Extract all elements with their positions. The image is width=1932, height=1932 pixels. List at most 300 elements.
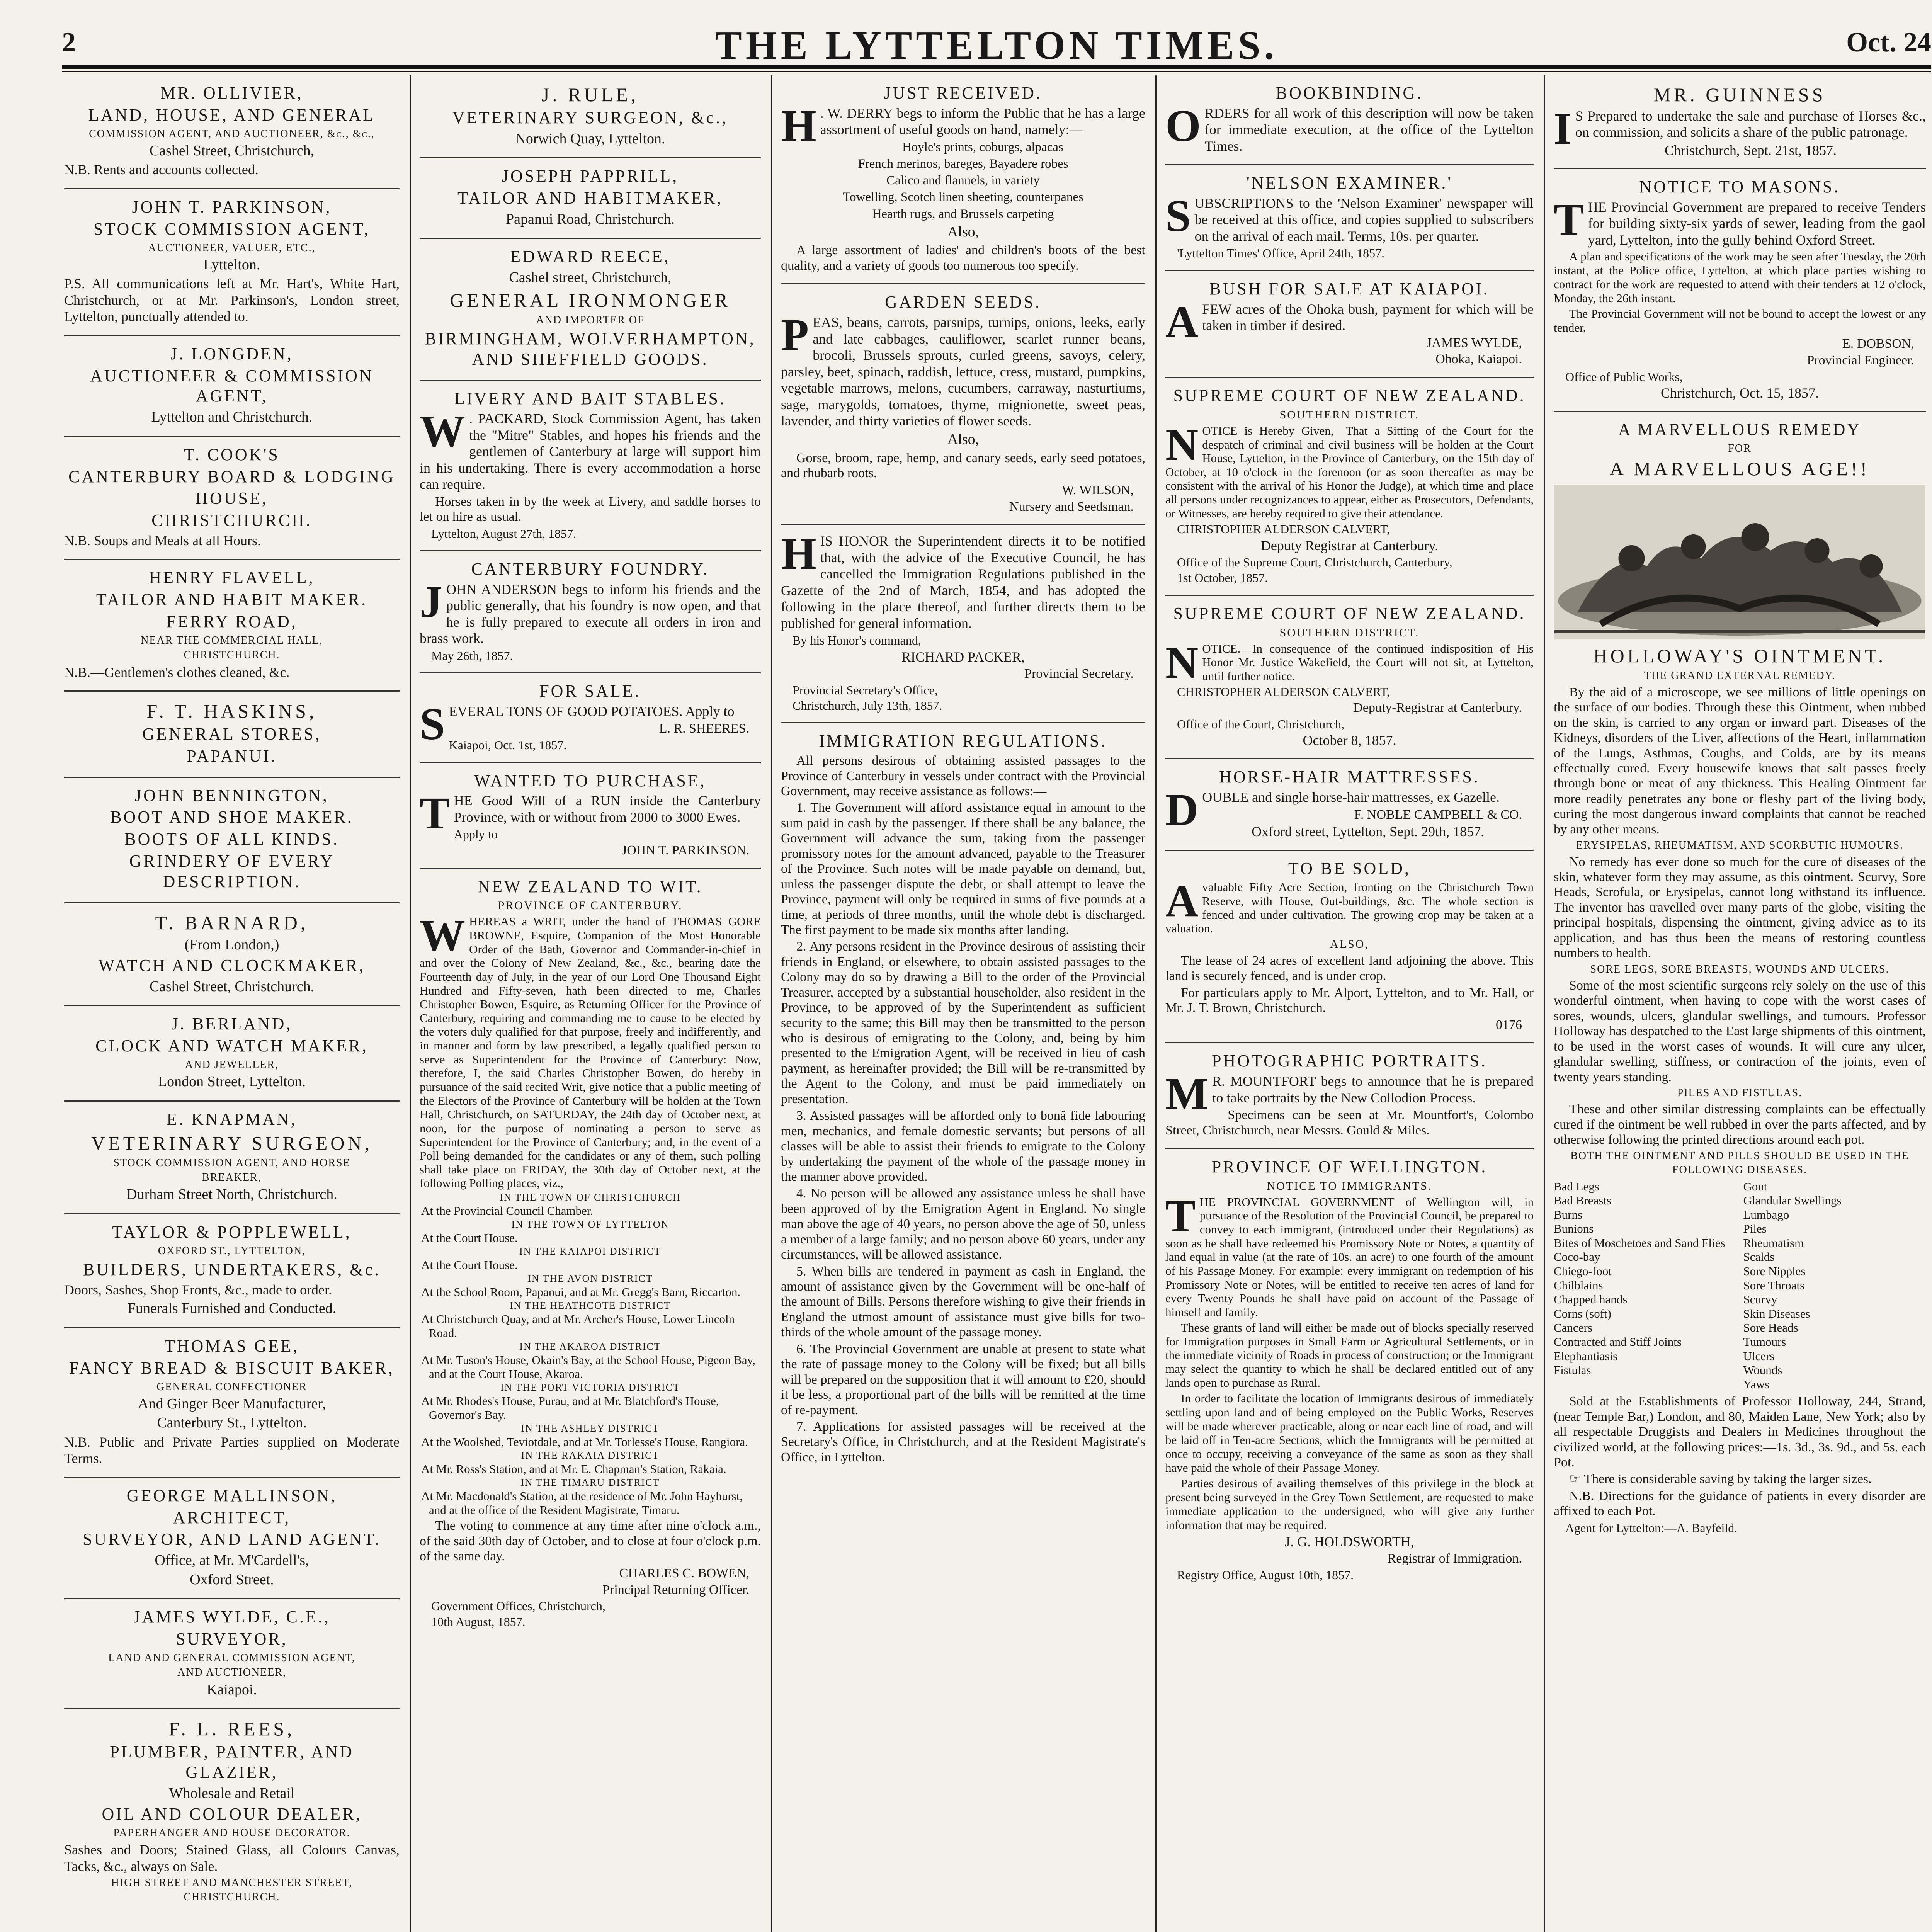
ad-heading: T. COOK'S — [184, 445, 280, 464]
disease-item: Chiego-foot — [1554, 1264, 1612, 1278]
ad-barnard — [64, 903, 400, 1007]
drop-cap: S — [1165, 190, 1191, 241]
regulation-paragraph: 4. No person will be allowed any assistance unless he shall have been approved of by the Emigration Agent in England. No single man above the age of 40 years, no person above the age of 50, unless a member of a large family; and no person above 60 years, under any circumstances, will be allowed assistance. — [781, 1186, 1145, 1262]
ad-longden — [64, 336, 400, 437]
ad-heading: TAILOR AND HABIT MAKER. — [96, 590, 368, 609]
disease-item: Burns — [1554, 1208, 1583, 1221]
disease-item: Scurvy — [1743, 1293, 1777, 1306]
ad-note: N.B.—Gentlemen's clothes cleaned, &c. — [64, 664, 290, 680]
notice-title: SUPREME COURT OF NEW ZEALAND. — [1173, 386, 1526, 405]
ad-papprill — [420, 158, 761, 239]
polling-district: IN THE TIMARU DISTRICT — [520, 1476, 660, 1488]
diseases-left-column — [1554, 1180, 1736, 1392]
ad-berland — [64, 1006, 400, 1101]
ad-body: OUBLE and single horse-hair mattresses, ex Gazelle. — [1202, 789, 1500, 805]
polling-place: At Mr. Macdonald's Station, at the residence of Mr. John Hayhurst, and at the office of the Resident Magistrate, Timaru. — [421, 1489, 743, 1517]
ad-knapman — [64, 1102, 400, 1214]
diseases-list — [1554, 1180, 1926, 1392]
disease-item: Sore Heads — [1743, 1321, 1798, 1335]
ad-signature: Ohoka, Kaiapoi. — [1435, 352, 1522, 367]
polling-place: At the Woolshed, Teviotdale, and at Mr. Torlesse's House, Rangiora. — [421, 1435, 748, 1449]
ad-rees — [64, 1709, 400, 1913]
polling-district: IN THE AKAROA DISTRICT — [519, 1340, 661, 1352]
ad-body: Sold at the Establishments of Professor Holloway, 244, Strand, (near Temple Bar,) London, and 80, Maiden Lane, New York; also by all respectable Druggists and Dealers in Medicines throughout the civilized world, at the following prices:—1s. 3d., 3s. 9d., and 5s. each Pot. — [1554, 1394, 1926, 1469]
ad-subheading: PAPERHANGER AND HOUSE DECORATOR. — [113, 1827, 350, 1839]
ad-title: 'NELSON EXAMINER.' — [1246, 173, 1453, 193]
column-divider — [410, 75, 411, 1932]
ad-heading: STOCK COMMISSION AGENT, — [93, 219, 370, 238]
column-5 — [1548, 75, 1932, 1932]
ad-heading: F. L. REES, — [168, 1718, 295, 1740]
header-rule — [62, 65, 1931, 72]
goods-item: Towelling, Scotch linen sheeting, counterpanes — [843, 190, 1083, 204]
ad-nelson-examiner — [1165, 165, 1534, 271]
ad-title: HORSE-HAIR MATTRESSES. — [1219, 767, 1480, 787]
ad-heading: CANTERBURY BOARD & LODGING — [68, 467, 395, 486]
ad-heading: VETERINARY SURGEON, &c., — [452, 108, 728, 127]
drop-cap: M — [1165, 1068, 1209, 1119]
notice-body: OTICE is Hereby Given,—That a Sitting of the Court for the despatch of criminal and civil business will be holden at the Court House, Lyttelton, in the Province of Canterbury, on the 15th day of October, at 10 o'clock in the forenoon (or as soon thereafter as may be consistent with the arrival of his Honor the Judge), at which time and place all persons under recognizances to appear, either as Prosecutors, Defendants, or Witnesses, are hereby required to give their attendance. — [1165, 423, 1534, 520]
regulations-list — [781, 800, 1145, 1465]
ad-address: Oxford Street. — [190, 1571, 274, 1588]
ad-body: valuable Fifty Acre Section, fronting on the Christchurch Town Reserve, with House, Out-buildings, &c. The whole section is fenced and under cultivation. The growing crop may be taken at a valuation. — [1165, 880, 1534, 935]
notice-title: PROVINCE OF WELLINGTON. — [1211, 1157, 1488, 1177]
ad-heading: BOOT AND SHOE MAKER. — [110, 808, 354, 827]
ad-body: EAS, beans, carrots, parsnips, turnips, onions, leeks, early and late cabbages, cauliflower, scarlet runner beans, brocoli, Brussels sprouts, curled greens, savoys, celery, parsley, beet, spinach, raddish, lettuce, cress, mustard, pumpkins, vegetable marrows, melons, cucumbers, carraway, nasturtiums, sage, marygolds, tomatoes, thyme, mignionette, sweet peas, lavender, and thirty varieties of flower seeds. — [781, 315, 1145, 429]
ad-heading: BIRMINGHAM, WOLVERHAMPTON, AND SHEFFIELD GOODS. — [425, 329, 756, 369]
drop-cap: T — [1554, 194, 1584, 245]
notice-signature: CHARLES C. BOWEN, — [619, 1566, 749, 1580]
ad-heading: MR. OLLIVIER, — [160, 83, 303, 102]
drop-cap: H — [781, 528, 816, 579]
ad-also: ALSO, — [1330, 937, 1369, 951]
ad-heading: FANCY BREAD & BISCUIT BAKER, — [69, 1358, 395, 1378]
ad-reece — [420, 239, 761, 381]
ad-address: Lyttelton and Christchurch. — [151, 409, 313, 425]
polling-place: At Mr. Rhodes's House, Purau, and at Mr. Blatchford's House, Governor's Bay. — [421, 1394, 719, 1422]
ad-reference: 0176 — [1496, 1017, 1522, 1032]
ad-address: HIGH STREET AND MANCHESTER STREET, CHRISTCHURCH. — [111, 1877, 353, 1903]
ad-heading: F. T. HASKINS, — [146, 700, 317, 722]
notice-supreme-court-1 — [1165, 378, 1534, 596]
ad-heading: PAPANUI. — [187, 746, 277, 765]
disease-item: Sore Throats — [1743, 1278, 1805, 1292]
polling-district: IN THE PORT VICTORIA DISTRICT — [500, 1381, 680, 1393]
notice-title: NEW ZEALAND TO WIT. — [478, 877, 703, 896]
column-2 — [413, 75, 767, 1932]
ad-parkinson — [64, 189, 400, 336]
ad-body: OHN ANDERSON begs to inform his friends and the public generally, that his foundry is now open, and that he is fully prepared to execute all orders in iron and brass work. — [420, 581, 761, 646]
ad-address: Durham Street North, Christchurch. — [126, 1186, 337, 1203]
ad-address: Kaiapoi. — [207, 1681, 257, 1698]
ad-date: Christchurch, Sept. 21st, 1857. — [1664, 142, 1837, 158]
ad-signature: F. NOBLE CAMPBELL & CO. — [1354, 807, 1522, 822]
disease-item: Bad Breasts — [1554, 1194, 1611, 1208]
disease-item: Chapped hands — [1554, 1293, 1628, 1306]
ad-heading: HENRY FLAVELL, — [149, 568, 315, 587]
notice-place: Office of the Supreme Court, Christchurch, Canterbury, — [1177, 555, 1452, 569]
ad-heading: J. LONGDEN, — [170, 344, 293, 363]
notice-body: The Provincial Government will not be bound to accept the lowest or any tender. — [1554, 307, 1926, 335]
ad-title: BOOKBINDING. — [1276, 83, 1423, 102]
ad-body: Specimens can be seen at Mr. Mountfort's, Colombo Street, Christchurch, near Messrs. Gould & Miles. — [1165, 1108, 1534, 1138]
ad-heading: LAND, HOUSE, AND GENERAL — [88, 105, 376, 124]
ad-note: N.B. Soups and Meals at all Hours. — [64, 532, 261, 548]
disease-item: Yaws — [1743, 1377, 1769, 1391]
disease-item: Fistulas — [1554, 1363, 1591, 1377]
ad-body: EVERAL TONS OF GOOD POTATOES. Apply to — [449, 703, 735, 719]
ad-heading: CLOCK AND WATCH MAKER, — [95, 1036, 368, 1056]
notice-body: In order to facilitate the location of Immigrants desirous of immediately settling upon land and of being employed on the Public Works, Reserves will be made wherever practicable, along or near each line of road, and will be laid off in Ten-acre Sections, which the Immigrants will be permitted at once to occupy, receiving a conveyance of the same as soon as they shall have paid the whole of their Passage Money. — [1165, 1391, 1534, 1475]
drop-cap: T — [420, 788, 450, 839]
notice-date: 10th August, 1857. — [431, 1614, 526, 1629]
disease-item: Scalds — [1743, 1250, 1775, 1264]
ad-body: UBSCRIPTIONS to the 'Nelson Examiner' newspaper will be received at this office, and copies supplied to subscribers on the arrival of each mail. Terms, 10s. per quarter. — [1194, 196, 1534, 244]
disease-item: Corns (soft) — [1554, 1306, 1611, 1320]
ad-heading: A MARVELLOUS AGE!! — [1609, 458, 1870, 480]
issue-date: Oct. 24 — [1846, 27, 1931, 58]
ad-date: 'Lyttelton Times' Office, April 24th, 1857. — [1177, 246, 1385, 260]
ad-for-sale — [420, 673, 761, 763]
polling-places-list — [420, 1192, 761, 1517]
regulation-paragraph: 5. When bills are tendered in payment as cash in England, the amount of assistance given by the Government will be one-half of the amount of Bills. Persons therefore wishing to give their friends in England the utmost amount of assistance must give bills for two-thirds of the whole amount of the passage money. — [781, 1264, 1145, 1340]
ad-mattresses — [1165, 759, 1534, 850]
ad-note: P.S. All communications left at Mr. Hart's, White Hart, Christchurch, or at Mr. Parkinson's, London street, Lyttelton, punctually attended to. — [64, 276, 400, 325]
ad-heading: OIL AND COLOUR DEALER, — [102, 1804, 362, 1824]
ad-also: Also, — [947, 431, 979, 448]
ad-heading: GRINDERY OF EVERY DESCRIPTION. — [129, 852, 335, 891]
ad-bookbinding — [1165, 75, 1534, 165]
ad-body: Horses taken in by the week at Livery, and saddle horses to let on hire as usual. — [420, 494, 761, 524]
ad-subheading: (From London,) — [184, 936, 279, 953]
drop-cap: J — [420, 576, 442, 627]
notice-subtitle: NOTICE TO IMMIGRANTS. — [1267, 1179, 1432, 1192]
drop-cap: W — [420, 910, 465, 961]
notice-place: Office of the Court, Christchurch, — [1177, 717, 1345, 731]
notice-signature: Principal Returning Officer. — [602, 1582, 749, 1597]
ad-agent: Agent for Lyttelton:—A. Bayfeild. — [1565, 1520, 1738, 1535]
ad-also: Also, — [947, 223, 979, 240]
ad-address: Office, at Mr. M'Cardell's, — [155, 1552, 309, 1569]
ad-body: A large assortment of ladies' and children's boots of the best quality, and a variety of goods too numerous too specify. — [781, 243, 1145, 273]
ad-body: Some of the most scientific surgeons rely solely on the use of this wonderful ointment, when having to cope with the worst cases of sores, wounds, ulcers, glandular swellings, and tumours. Professor Holloway has despatched to the East large shipments of this ointment, to be used in the worst cases of wounds. It will cure any ulcer, glandular swelling, stiffness, or contraction of the joints, even of twenty years standing. — [1554, 978, 1926, 1084]
ad-wanted — [420, 763, 761, 869]
ad-title: GARDEN SEEDS. — [885, 293, 1041, 312]
notice-signature: CHRISTOPHER ALDERSON CALVERT, — [1177, 685, 1390, 699]
column-4 — [1159, 75, 1540, 1932]
column-divider — [1155, 75, 1157, 1932]
drop-cap: S — [420, 698, 445, 749]
ad-rule — [420, 75, 761, 158]
notice-date: Christchurch, Oct. 15, 1857. — [1661, 385, 1819, 401]
ad-signature: W. WILSON, — [1061, 483, 1134, 497]
ad-body: S Prepared to undertake the sale and purchase of Horses &c., on commission, and solicits a share of the public patronage. — [1575, 108, 1926, 140]
ad-livery — [420, 381, 761, 551]
disease-item: Ulcers — [1743, 1349, 1775, 1363]
notice-by: By his Honor's command, — [793, 633, 921, 648]
ad-body: . PACKARD, Stock Commission Agent, has taken the "Mitre" Stables, and hopes his friends and the gentlemen of Canterbury at large will support him in his undertaking. There is every accommodation a horse can require. — [420, 411, 761, 492]
ad-section-heading: SORE LEGS, SORE BREASTS, WOUNDS AND ULCERS. — [1590, 963, 1889, 975]
ad-heading: TAILOR AND HABITMAKER, — [457, 189, 723, 208]
disease-item: Coco-bay — [1554, 1250, 1600, 1264]
ad-heading: BOOTS OF ALL KINDS. — [124, 830, 339, 849]
ad-title: JUST RECEIVED. — [884, 83, 1042, 102]
ad-title: BUSH FOR SALE AT KAIAPOI. — [1209, 279, 1490, 298]
ad-heading: JOHN T. PARKINSON, — [132, 197, 332, 216]
polling-place: At Christchurch Quay, and at Mr. Archer's House, Lower Lincoln Road. — [421, 1312, 735, 1340]
ad-subheading: CHRISTCHURCH. — [184, 649, 280, 662]
ad-haskins — [64, 692, 400, 778]
notice-body: HE Provincial Government are prepared to receive Tenders for building sixty-six yards of sewer, leading from the gaol yard, Lyttelton, into the gully behind Oxford Street. — [1588, 199, 1926, 248]
ad-photographic-portraits — [1165, 1043, 1534, 1149]
ad-ollivier — [64, 75, 400, 189]
drop-cap: T — [1165, 1190, 1196, 1241]
ad-holloways-ointment — [1554, 412, 1926, 1544]
goods-item: Hoyle's prints, coburgs, alpacas — [902, 140, 1063, 154]
drop-cap: H — [781, 100, 816, 151]
polling-district: IN THE TOWN OF LYTTELTON — [511, 1219, 669, 1230]
drop-cap: I — [1554, 103, 1571, 154]
disease-item: Glandular Swellings — [1743, 1194, 1842, 1208]
ad-heading: JAMES WYLDE, C.E., — [133, 1607, 330, 1627]
ad-heading: BUILDERS, UNDERTAKERS, &c. — [83, 1260, 381, 1279]
ad-address: Cashel street, Christchurch, — [509, 269, 672, 286]
ad-heading: SURVEYOR, — [176, 1629, 288, 1649]
disease-item: Rheumatism — [1743, 1236, 1804, 1250]
ad-address: London Street, Lyttelton. — [158, 1073, 306, 1090]
ad-heading: JOHN BENNINGTON, — [134, 786, 329, 805]
ad-heading: JOSEPH PAPPRILL, — [502, 167, 679, 186]
ad-heading: ARCHITECT, — [173, 1508, 291, 1527]
disease-item: Bad Legs — [1554, 1179, 1599, 1193]
polling-district: IN THE TOWN OF CHRISTCHURCH — [500, 1192, 681, 1203]
drop-cap: N — [1165, 419, 1199, 470]
notice-body: OTICE.—In consequence of the continued indisposition of His Honor Mr. Justice Wakefield, the Court will not sit, at Lyttelton, until further notice. — [1202, 641, 1534, 683]
ad-subheading: AND IMPORTER OF — [536, 314, 645, 326]
ad-signature: Nursery and Seedsman. — [1009, 499, 1134, 514]
polling-place: At the School Room, Papanui, and at Mr. Gregg's Barn, Riccarton. — [421, 1285, 741, 1299]
ad-heading: E. KNAPMAN, — [167, 1109, 297, 1129]
drop-cap: W — [420, 406, 465, 457]
drop-cap: A — [1165, 296, 1199, 347]
notice-body: All persons desirous of obtaining assisted passages to the Province of Canterbury in vessels under contract with the Provincial Government, may receive assistance as follows:— — [781, 753, 1145, 799]
engraving-illustration — [1554, 485, 1926, 639]
regulation-paragraph: 2. Any persons resident in the Province desirous of assisting their friends in England, or elsewhere, to obtain assisted passages to the Colony may do so by drawing a Bill to the order of the Provincial Treasurer, accepted by a substantial householder, also resident in the Province, to be approved of by the Superintendent as sufficient security to the same; this Bill may then be transmitted to the person who is desirous of emigrating to the Colony, and, being by him presented to the Emigration Agent, will be received in lieu of cash payment, as hereinafter provided; the Bill will be re-transmitted by the Agent to the Colony, and must be paid immediately on presentation. — [781, 939, 1145, 1106]
notice-signature: RICHARD PACKER, — [901, 649, 1025, 665]
column-3 — [775, 75, 1151, 1932]
drop-cap: A — [1165, 876, 1199, 927]
notice-signature: E. DOBSON, — [1842, 337, 1914, 351]
ad-signature: JOHN T. PARKINSON. — [622, 843, 749, 857]
ad-note: N.B. Rents and accounts collected. — [64, 162, 259, 178]
disease-item: Bunions — [1554, 1222, 1594, 1236]
ad-just-received — [781, 75, 1145, 284]
notice-subtitle: SOUTHERN DISTRICT. — [1279, 626, 1420, 639]
disease-item: Piles — [1743, 1222, 1767, 1236]
ad-flavell — [64, 560, 400, 692]
ad-body: . W. DERRY begs to inform the Public that he has a large assortment of useful goods on hand, namely:— — [820, 105, 1145, 138]
ad-body: Funerals Furnished and Conducted. — [127, 1300, 337, 1317]
ad-heading: J. BERLAND, — [171, 1014, 293, 1034]
ad-heading: SURVEYOR, AND LAND AGENT. — [82, 1530, 381, 1549]
ad-bush-for-sale — [1165, 271, 1534, 378]
ad-body: ☞ There is considerable saving by taking the larger sizes. — [1569, 1472, 1872, 1486]
ad-subheading: BREAKER, — [202, 1172, 262, 1184]
notice-title: SUPREME COURT OF NEW ZEALAND. — [1173, 604, 1526, 623]
ad-mallinson — [64, 1478, 400, 1599]
ad-body: Gorse, broom, rape, hemp, and canary seeds, early seed potatoes, and rhubarb roots. — [781, 451, 1145, 481]
ad-taylor-popplewell — [64, 1214, 400, 1328]
notice-body: HE PROVINCIAL GOVERNMENT of Wellington will, in pursuance of the Resolution of the Provincial Council, be prepared to convey to each immigrant, (introduced under their Regulations) as soon as he shall have redeemed his Promissory Note or Notes, a quantity of land equal in value (at the rate of 10s. an acre) to one fourth of the amount of his Passage Money. For example: every immigrant on redemption of his Promissory Note or Notes, will be entitled to receive ten acres of land for every Twenty Pounds he shall have paid on account of the Passage of himself and family. — [1165, 1195, 1534, 1319]
notice-place: Government Offices, Christchurch, — [431, 1599, 605, 1613]
column-divider — [771, 75, 772, 1932]
ad-heading: VETERINARY SURGEON, — [91, 1132, 372, 1154]
disease-item: Gout — [1743, 1179, 1767, 1193]
notice-province-wellington — [1165, 1149, 1534, 1592]
goods-item: Calico and flannels, in variety — [886, 173, 1040, 188]
ad-address: Norwich Quay, Lyttelton. — [515, 130, 665, 147]
notice-date: Registry Office, August 10th, 1857. — [1177, 1568, 1354, 1582]
ad-subheading: GENERAL CONFECTIONER — [156, 1381, 307, 1393]
notice-signature: CHRISTOPHER ALDERSON CALVERT, — [1177, 522, 1390, 536]
notice-body: These grants of land will either be made out of blocks specially reserved for Immigration purposes in Small Farm or Agricultural Settlements, or in the immediate vicinity of Roads in process of construction; or the Immigrant may select the quantity to which he shall be declared entitled out of any lands open to purchase as Rural. — [1165, 1320, 1534, 1390]
ad-subheading: And Ginger Beer Manufacturer, — [138, 1395, 326, 1412]
disease-item: Chilblains — [1554, 1278, 1603, 1292]
ad-title: FOR SALE. — [539, 682, 641, 701]
ad-subheading: FOR — [1728, 442, 1752, 455]
ad-body: For particulars apply to Mr. Alport, Lyttelton, and to Mr. Hall, or Mr. J. T. Brown, Christchurch. — [1165, 985, 1534, 1015]
column-divider — [1544, 75, 1545, 1932]
disease-item: Sore Nipples — [1743, 1264, 1806, 1278]
disease-item: Bites of Moschetoes and Sand Flies — [1554, 1236, 1725, 1250]
ad-address: Cashel Street, Christchurch. — [149, 978, 315, 995]
ad-body: R. MOUNTFORT begs to announce that he is prepared to take portraits by the New Collodion Process. — [1212, 1073, 1534, 1105]
ad-heading: A MARVELLOUS REMEDY — [1618, 420, 1862, 439]
goods-item: French merinos, bareges, Bayadere robes — [858, 156, 1068, 171]
ad-body: HE Good Will of a RUN inside the Canterbury Province, with or without from 2000 to 3000 Ewes. — [454, 793, 761, 825]
ad-heading: FERRY ROAD, — [166, 612, 298, 631]
regulation-paragraph: 6. The Provincial Government are unable at present to state what the rate of passage money to the Colony will be fixed; but all bills will be prepared on the supposition that it will amount to £20, should it be less, a proportional part of the bills will be remitted at the time of re-payment. — [781, 1342, 1145, 1417]
drop-cap: P — [781, 310, 809, 361]
notice-body: IS HONOR the Superintendent directs it to be notified that, with the advice of the Executive Council, he has cancelled the Immigration Regulations published in the Gazette of the 2nd of March, 1854, and has adopted the following in the place thereof, and further directs them to be published for general information. — [781, 533, 1145, 631]
ad-body: RDERS for all work of this description will now be taken for immediate execution, at the office of the Lyttelton Times. — [1204, 105, 1534, 154]
ad-subheading: AND JEWELLER, — [185, 1059, 279, 1071]
page-header — [62, 15, 1931, 68]
notice-signature: Provincial Secretary. — [1024, 666, 1134, 681]
polling-district: IN THE KAIAPOI DISTRICT — [519, 1246, 661, 1257]
notice-signature: Deputy-Registrar at Canterbury. — [1353, 700, 1522, 715]
drop-cap: D — [1165, 784, 1199, 835]
polling-place: At Mr. Tuson's House, Okain's Bay, at the School House, Pigeon Bay, and at the Court House, Akaroa. — [421, 1353, 755, 1381]
diseases-right-column — [1743, 1180, 1926, 1392]
ad-signature: JAMES WYLDE, — [1427, 335, 1522, 350]
ad-title: WANTED TO PURCHASE, — [474, 771, 706, 790]
page-number: 2 — [62, 27, 76, 58]
ad-subheading: Wholesale and Retail — [169, 1785, 295, 1801]
ad-cook — [64, 437, 400, 560]
ad-subheading: AUCTIONEER, VALUER, ETC., — [148, 242, 316, 254]
ad-note: N.B. Public and Private Parties supplied on Moderate Terms. — [64, 1434, 400, 1466]
polling-place: At Mr. Ross's Station, and at Mr. E. Chapman's Station, Rakaia. — [421, 1462, 726, 1476]
ad-subheading: OXFORD ST., LYTTELTON, — [158, 1245, 306, 1257]
ad-body: The lease of 24 acres of excellent land adjoining the above. This land is securely fenced, and is under crop. — [1165, 953, 1534, 983]
polling-district: IN THE HEATHCOTE DISTRICT — [509, 1299, 671, 1311]
ad-heading: WATCH AND CLOCKMAKER, — [98, 956, 366, 975]
ad-apply: Apply to — [454, 827, 498, 842]
notice-supreme-court-2 — [1165, 596, 1534, 759]
notice-date: October 8, 1857. — [1303, 733, 1396, 748]
disease-item: Lumbago — [1743, 1208, 1789, 1221]
notice-date: Christchurch, July 13th, 1857. — [793, 698, 942, 713]
ad-wylde — [64, 1599, 400, 1709]
ad-body: FEW acres of the Ohoka bush, payment for which will be taken in timber if desired. — [1202, 301, 1534, 333]
ad-address: Lyttelton. — [203, 256, 260, 273]
masthead-title: THE LYTTELTON TIMES. — [715, 23, 1278, 68]
ad-heading: HOUSE, — [196, 489, 268, 508]
notice-immigration-regulations — [781, 723, 1145, 1475]
disease-item: Elephantiasis — [1554, 1349, 1618, 1363]
disease-item: Contracted and Stiff Joints — [1554, 1335, 1682, 1349]
ad-body: By the aid of a microscope, we see millions of little openings on the surface of our bodies. Through these this Ointment, when rubbed on the skin, is carried to any organ or inward part. Diseases of the Kidneys, disorders of the Liver, affections of the Heart, inflammation of the Lungs, Asthmas, Coughs, and Colds, are by its means effectually cured. Every housewife knows that salt passes freely through bone or meat of any thickness. This Healing Ointment far more readily penetrates any bone or fleshy part of the living body, curing the most dangerous inward complaints that cannot be reached by any other means. — [1554, 685, 1926, 837]
ad-garden-seeds — [781, 284, 1145, 525]
ad-heading: THOMAS GEE, — [164, 1336, 299, 1355]
ad-section-heading: PILES AND FISTULAS. — [1677, 1087, 1803, 1099]
ad-date: Oxford street, Lyttelton, Sept. 29th, 1857. — [1252, 824, 1485, 840]
notice-signature: Deputy Registrar at Canterbury. — [1260, 537, 1439, 553]
notice-title: NOTICE TO MASONS. — [1639, 177, 1840, 197]
polling-place: At the Court House. — [421, 1258, 518, 1272]
ad-heading: T. BARNARD, — [155, 912, 309, 934]
regulation-paragraph: 3. Assisted passages will be afforded only to bonâ fide labouring men, mechanics, and female domestic servants; but persons of all classes will be able to assist their friends to emigrate to the Colony by undertaking the payment of the whole of the passage money in the manner above provided. — [781, 1109, 1145, 1184]
ad-heading: GEORGE MALLINSON, — [126, 1486, 337, 1505]
notice-signature: Provincial Engineer. — [1807, 353, 1914, 367]
ad-date: May 26th, 1857. — [431, 648, 513, 663]
notice-place: Provincial Secretary's Office, — [793, 683, 938, 697]
notice-place: Office of Public Works, — [1565, 369, 1683, 384]
ad-bennington — [64, 778, 400, 903]
notice-signature: Registrar of Immigration. — [1387, 1551, 1522, 1566]
notice-date: 1st October, 1857. — [1177, 571, 1268, 585]
ad-heading: CHRISTCHURCH. — [151, 511, 312, 530]
notice-body: Parties desirous of availing themselves of this privilege in the block at present being surveyed in the Grey Town Settlement, are requested to make immediate application to the undersigned, who will give any further information that may be required. — [1165, 1476, 1534, 1532]
ad-heading: HOLLOWAY'S OINTMENT. — [1593, 645, 1886, 667]
ad-subheading: NEAR THE COMMERCIAL HALL, — [141, 634, 323, 646]
polling-district: IN THE ASHLEY DISTRICT — [521, 1422, 660, 1434]
ad-heading: EDWARD REECE, — [510, 247, 670, 266]
ad-title: MR. GUINNESS — [1653, 84, 1826, 105]
regulation-paragraph: 1. The Government will afford assistance equal in amount to the sum paid in cash by the passenger. If there shall be any balance, the Government will advance the sum, taking from the passenger promissory notes for the amount advanced, payable to the Treasurer of the Province. Such notes will be made payable on demand, but, unless the passenger dispute the debt, or shall attempt to leave the Province, payment will only be required in sums of five pounds at a time, at periods of three months, until the whole debt is discharged. The first payment to be made six months after landing. — [781, 801, 1145, 937]
ad-subheading: COMMISSION AGENT, AND AUCTIONEER, &c., &c., — [89, 128, 375, 140]
ad-body: N.B. Directions for the guidance of patients in every disorder are affixed to each Pot. — [1554, 1488, 1926, 1519]
ad-address: Cashel Street, Christchurch, — [149, 142, 315, 159]
drop-cap: N — [1165, 637, 1199, 688]
ad-heading: J. RULE, — [541, 84, 639, 105]
ad-title: LIVERY AND BAIT STABLES. — [454, 389, 726, 408]
goods-item: Hearth rugs, and Brussels carpeting — [872, 207, 1054, 221]
notice-body: A plan and specifications of the work may be seen after Tuesday, the 20th instant, at the Police office, Lyttelton, at which place parties wishing to contract for the work are requested to attend with their tenders at 12 o'clock, Monday, the 26th instant. — [1554, 250, 1926, 305]
notice-title: IMMIGRATION REGULATIONS. — [819, 731, 1107, 751]
drop-cap: O — [1165, 100, 1201, 151]
ad-subheading: THE GRAND EXTERNAL REMEDY. — [1644, 670, 1836, 682]
ad-subheading: LAND AND GENERAL COMMISSION AGENT, — [108, 1651, 355, 1664]
ad-title: PHOTOGRAPHIC PORTRAITS. — [1212, 1051, 1487, 1071]
regulation-paragraph: 7. Applications for assisted passages will be received at the Secretary's Office, in Christchurch, and at the Resident Magistrate's Office, in Lyttelton. — [781, 1419, 1145, 1464]
notice-subtitle: SOUTHERN DISTRICT. — [1279, 408, 1420, 421]
ad-address: Canterbury St., Lyttelton. — [157, 1415, 307, 1431]
ad-body: Doors, Sashes, Shop Fronts, &c., made to order. — [64, 1282, 332, 1298]
disease-item: Tumours — [1743, 1335, 1786, 1349]
disease-item: Skin Diseases — [1743, 1306, 1810, 1320]
